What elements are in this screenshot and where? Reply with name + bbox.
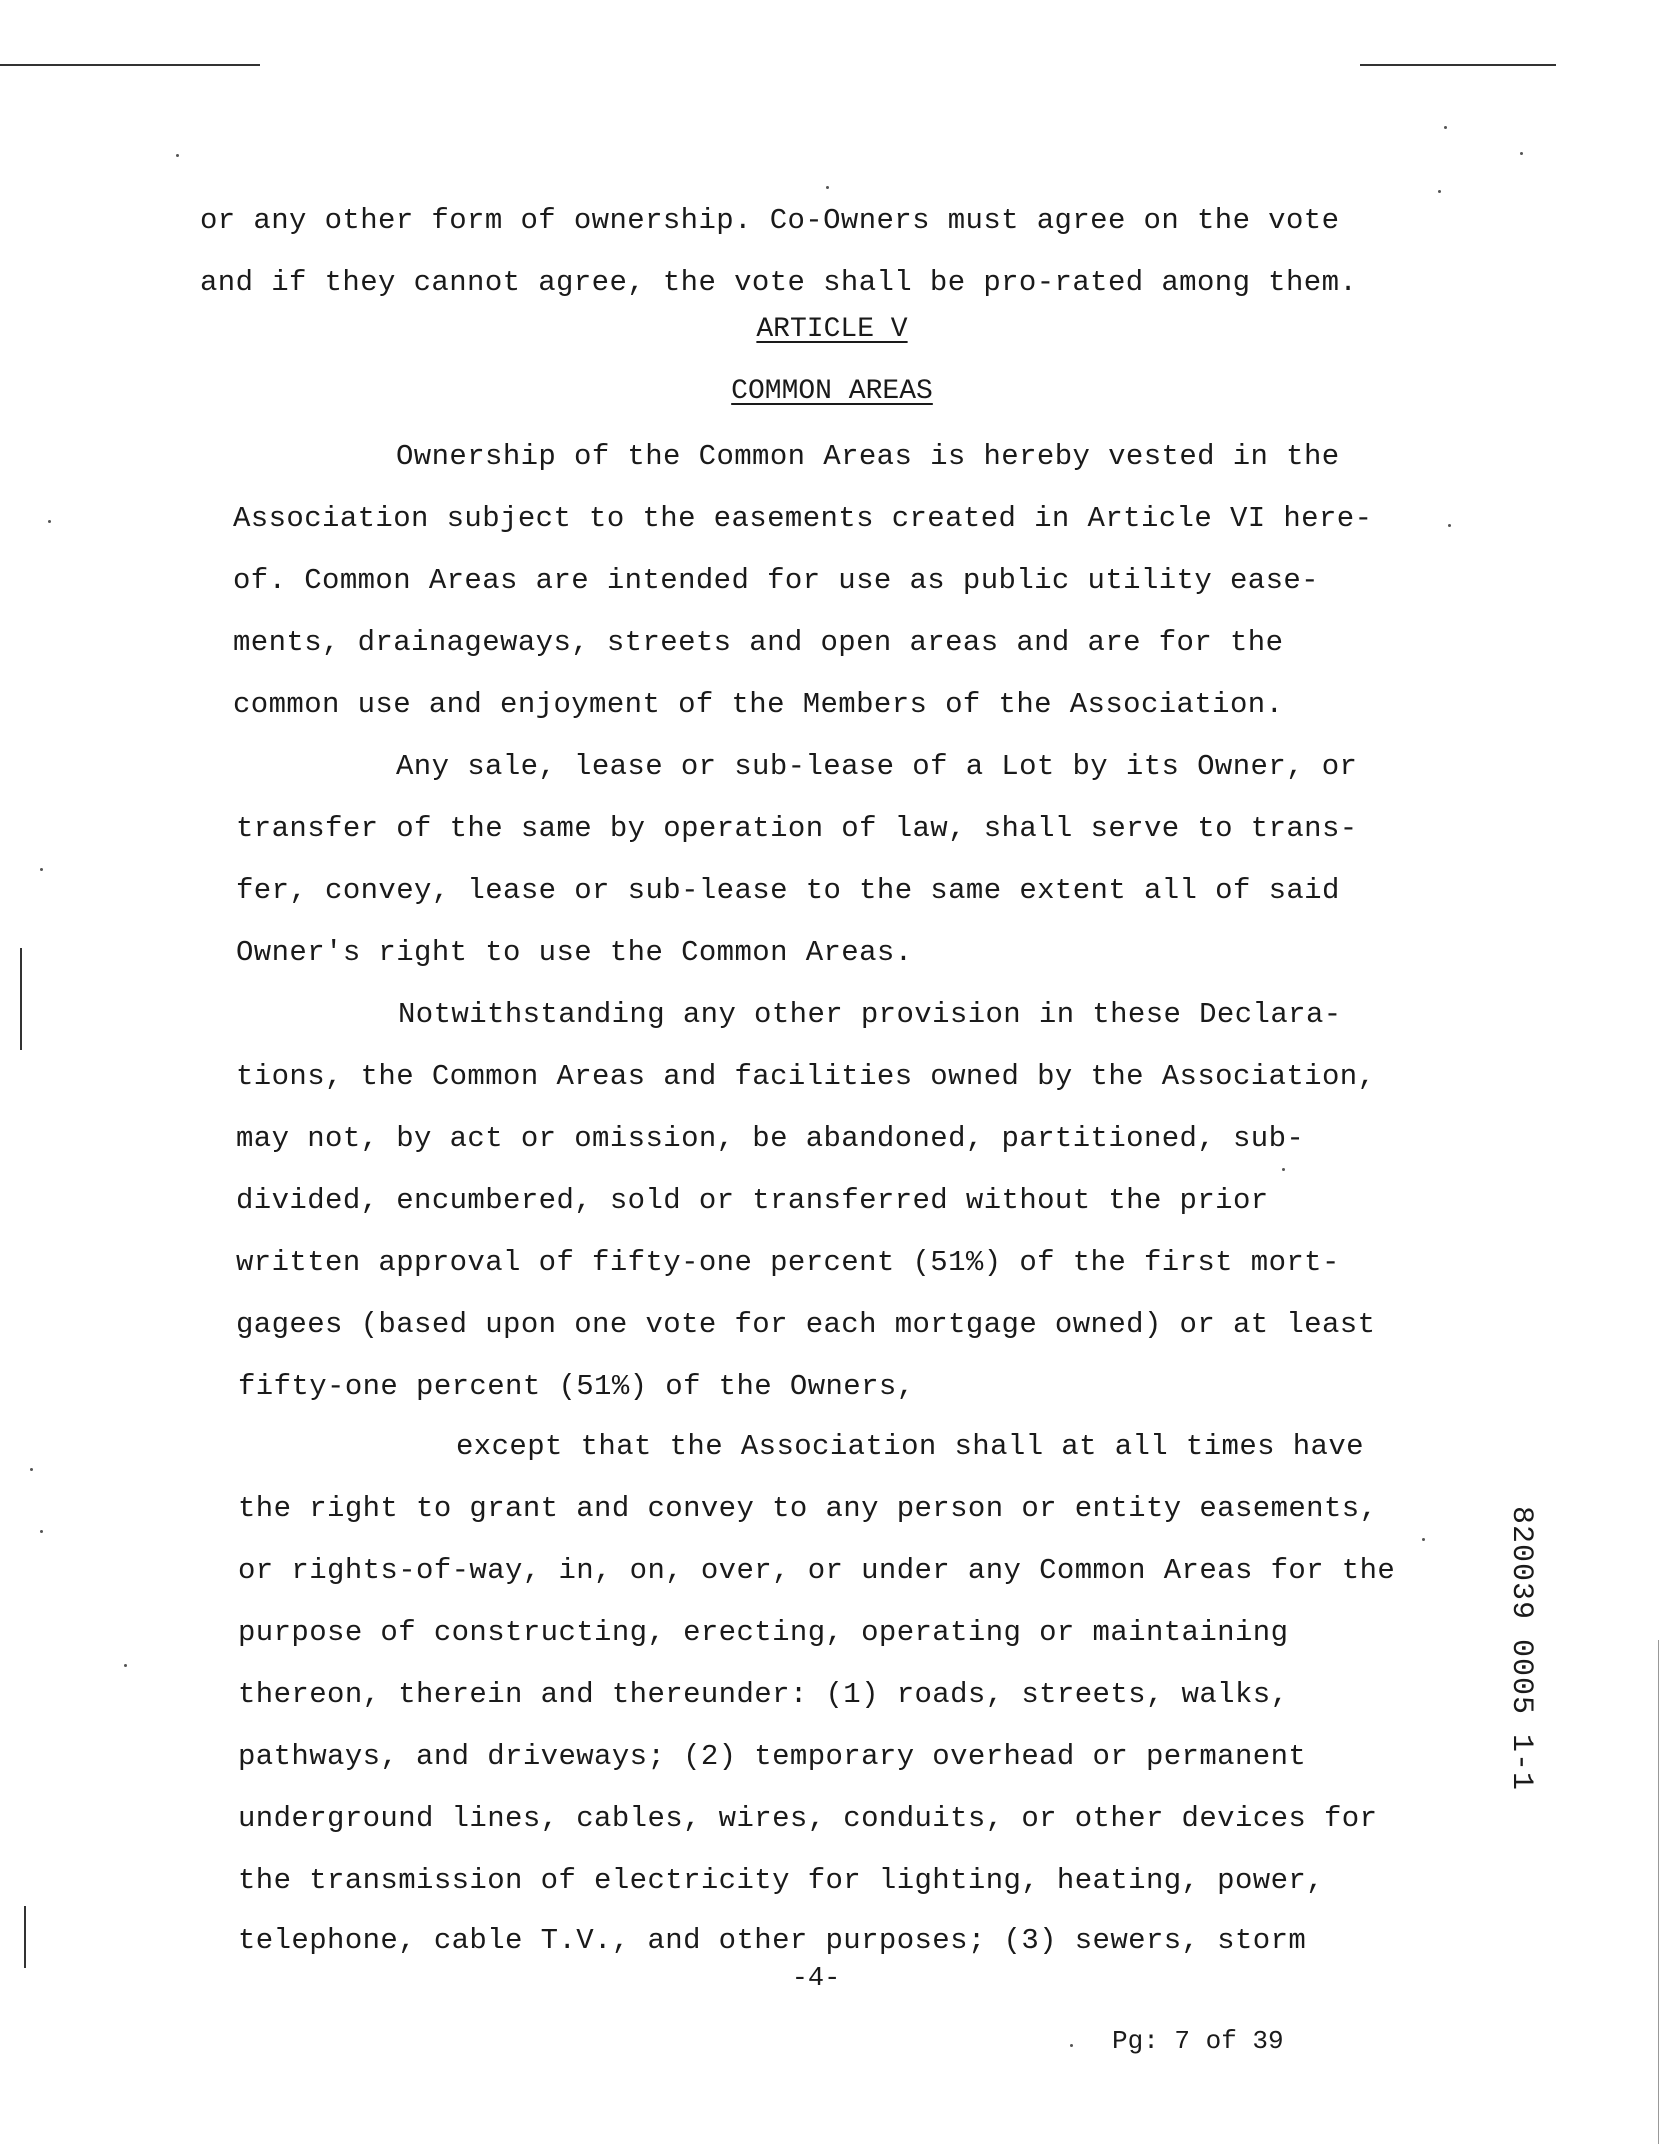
scan-speck [124,1664,127,1667]
text-line-19: except that the Association shall at all times have [456,1430,1364,1463]
article-heading: ARTICLE V [756,314,908,345]
section-heading: COMMON AREAS [731,376,933,407]
scan-speck [826,186,829,189]
text-line-14: may not, by act or omission, be abandoned, partitioned, sub- [236,1122,1305,1155]
text-line-9: transfer of the same by operation of law, shall serve to trans- [236,812,1358,845]
scan-speck [1070,2044,1073,2047]
top-right-rule [1360,64,1556,66]
text-line-8: Any sale, lease or sub-lease of a Lot by its Owner, or [396,750,1358,783]
text-line-25: underground lines, cables, wires, conduits, or other devices for [238,1802,1378,1835]
text-line-11: Owner's right to use the Common Areas. [236,936,913,969]
margin-mark [24,1906,26,1968]
page-footer: Pg: 7 of 39 [1112,2026,1284,2056]
text-line-21: or rights-of-way, in, on, over, or under any Common Areas for the [238,1554,1396,1587]
margin-mark [20,948,22,1050]
text-line-4: Association subject to the easements created in Article VI here- [233,502,1373,535]
scan-speck [40,868,43,871]
text-line-10: fer, convey, lease or sub-lease to the same extent all of said [236,874,1340,907]
scan-speck [30,1468,33,1471]
text-line-6: ments, drainageways, streets and open areas and are for the [233,626,1284,659]
text-line-3: Ownership of the Common Areas is hereby vested in the [396,440,1340,473]
text-line-7: common use and enjoyment of the Members of the Association. [233,688,1284,721]
text-line-5: of. Common Areas are intended for use as public utility ease- [233,564,1319,597]
text-line-13: tions, the Common Areas and facilities owned by the Association, [236,1060,1376,1093]
text-line-1: or any other form of ownership. Co-Owners must agree on the vote [200,204,1340,237]
text-line-2: and if they cannot agree, the vote shall be pro-rated among them. [200,266,1358,299]
scan-speck [1282,1168,1285,1171]
text-line-26: the transmission of electricity for lighting, heating, power, [238,1864,1324,1897]
scan-speck [1444,126,1447,129]
text-line-18: fifty-one percent (51%) of the Owners, [238,1370,915,1403]
scan-speck [176,154,179,157]
text-line-17: gagees (based upon one vote for each mortgage owned) or at least [236,1308,1376,1341]
scan-speck [1422,1538,1425,1541]
scan-speck [1448,524,1451,527]
scan-speck [1438,190,1441,193]
page-number: -4- [791,1964,841,1994]
scan-speck [40,1530,43,1533]
side-stamp: 820039 0005 1-1 [1504,1506,1538,1792]
scan-speck [48,520,51,523]
text-line-20: the right to grant and convey to any person or entity easements, [238,1492,1378,1525]
top-left-rule [0,64,260,66]
text-line-24: pathways, and driveways; (2) temporary overhead or permanent [238,1740,1307,1773]
text-line-23: thereon, therein and thereunder: (1) roads, streets, walks, [238,1678,1289,1711]
text-line-22: purpose of constructing, erecting, operating or maintaining [238,1616,1289,1649]
scan-speck [1520,152,1523,155]
margin-mark [1658,1640,1659,2144]
text-line-16: written approval of fifty-one percent (51%) of the first mort- [236,1246,1340,1279]
text-line-12: Notwithstanding any other provision in these Declara- [398,998,1342,1031]
text-line-15: divided, encumbered, sold or transferred without the prior [236,1184,1269,1217]
text-line-27: telephone, cable T.V., and other purposes; (3) sewers, storm [238,1924,1307,1957]
